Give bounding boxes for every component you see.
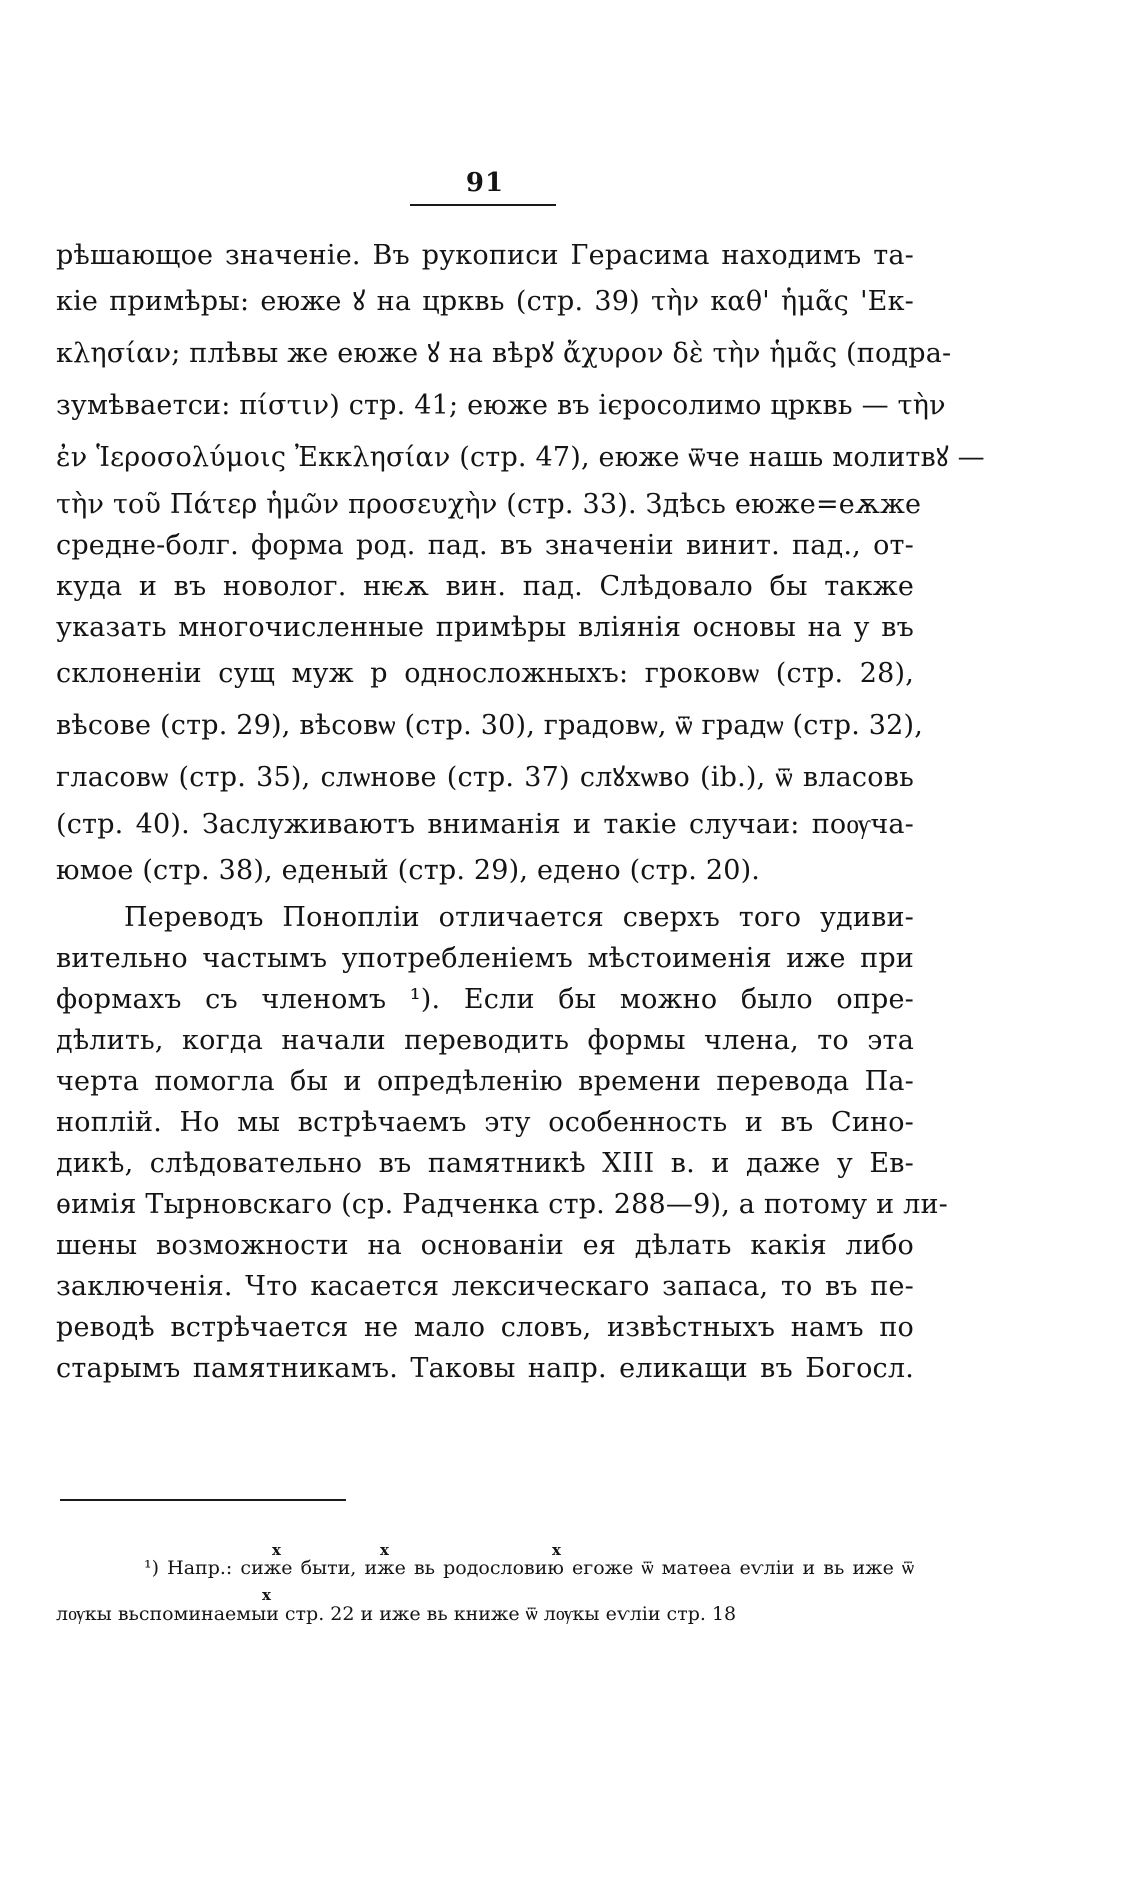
body-text bbox=[56, 235, 985, 1389]
text-line: ѳимія Тырновскаго (ср. Радченка стр. 288—9), а потому и ли- bbox=[56, 1189, 949, 1220]
text-line: рѣшающое значеніе. Въ рукописи Герасима находимъ та- bbox=[56, 240, 914, 271]
page-number: 91 bbox=[465, 168, 505, 198]
text-line: κλησίαν; плѣвы же еюже ꙋ на вѣрꙋ ἄχυρον δὲ τὴν ἡμᾶς (подра- bbox=[56, 338, 952, 369]
text-line: (стр. 40). Заслуживаютъ вниманія и такіе случаи: поѹча- bbox=[56, 809, 914, 840]
text-line: Переводъ Понопліи отличается сверхъ того удиви- bbox=[124, 902, 914, 933]
text-line: средне-болг. форма род. пад. въ значеніи винит. пад., от- bbox=[56, 530, 914, 561]
text-line: вѣсове (стр. 29), вѣсовѡ (стр. 30), градовѡ, ѿ градѡ (стр. 32), bbox=[56, 710, 924, 741]
text-line: старымъ памятникамъ. Таковы напр. еликащи въ Богосл. bbox=[56, 1353, 914, 1384]
text-line: τὴν τοῦ Πάτερ ἡμῶν προσευχὴν (стр. 33). Здѣсь еюже=еѫже bbox=[56, 489, 922, 520]
text-line: ἐν Ἱεροσολύμοις Ἐκκλησίαν (стр. 47), еюже ѿче нашь молитвꙋ — bbox=[56, 442, 985, 473]
text-line: реводѣ встрѣчается не мало словъ, извѣстныхъ намъ по bbox=[56, 1312, 914, 1343]
text-line: кіе примѣры: еюже ꙋ на црквь (стр. 39) τὴν καθ' ἡμᾶς 'Εκ- bbox=[56, 286, 914, 317]
text-line: дѣлить, когда начали переводить формы члена, то эта bbox=[56, 1025, 914, 1056]
text-line: вительно частымъ употребленіемъ мѣстоименія иже при bbox=[56, 943, 914, 974]
text-line: зумѣваетси: πίστιν) стр. 41; еюже въ ієросолимо црквь — τὴν bbox=[56, 390, 946, 421]
footnote-text: ¹) Напр.: сиже быти, иже вь родословию егоже ѿ матѳеа еѵліи и вь иже ѿ bbox=[144, 1557, 914, 1579]
footnote-superscript-mark: x bbox=[552, 1541, 561, 1559]
text-line: указать многочисленные примѣры вліянія основы на у въ bbox=[56, 612, 914, 643]
text-line: черта помогла бы и опредѣленію времени перевода Па- bbox=[56, 1066, 914, 1097]
text-line: ноплій. Но мы встрѣчаемъ эту особенность и въ Сино- bbox=[56, 1107, 914, 1138]
footnote-text: лѹкы вьспоминаемыи стр. 22 и иже вь книже ѿ лѹкы еѵліи стр. 18 bbox=[56, 1603, 737, 1625]
text-line: склоненіи сущ муж р односложныхъ: гроковѡ (стр. 28), bbox=[56, 658, 914, 689]
text-line: дикѣ, слѣдовательно въ памятникѣ XIII в. и даже у Ев- bbox=[56, 1148, 914, 1179]
footnote-superscript-mark: x bbox=[272, 1541, 281, 1559]
text-line: шены возможности на основаніи ея дѣлать какія либо bbox=[56, 1230, 914, 1261]
footnote-rule bbox=[60, 1499, 346, 1501]
header-rule bbox=[410, 204, 556, 206]
footnote-superscript-mark: x bbox=[262, 1586, 271, 1604]
text-line: куда и въ новолог. нѥѫ вин. пад. Слѣдовало бы также bbox=[56, 571, 914, 602]
text-line: заключенія. Что касается лексическаго запаса, то въ пе- bbox=[56, 1271, 914, 1302]
text-line: формахъ съ членомъ ¹). Если бы можно было опре- bbox=[56, 984, 914, 1015]
footnote-superscript-mark: x bbox=[380, 1541, 389, 1559]
text-line: гласовѡ (стр. 35), слѡнове (стр. 37) слꙋхѡво (ib.), ѿ власовь bbox=[56, 762, 914, 793]
text-line: юмое (стр. 38), еденый (стр. 29), едено (стр. 20). bbox=[56, 855, 761, 886]
